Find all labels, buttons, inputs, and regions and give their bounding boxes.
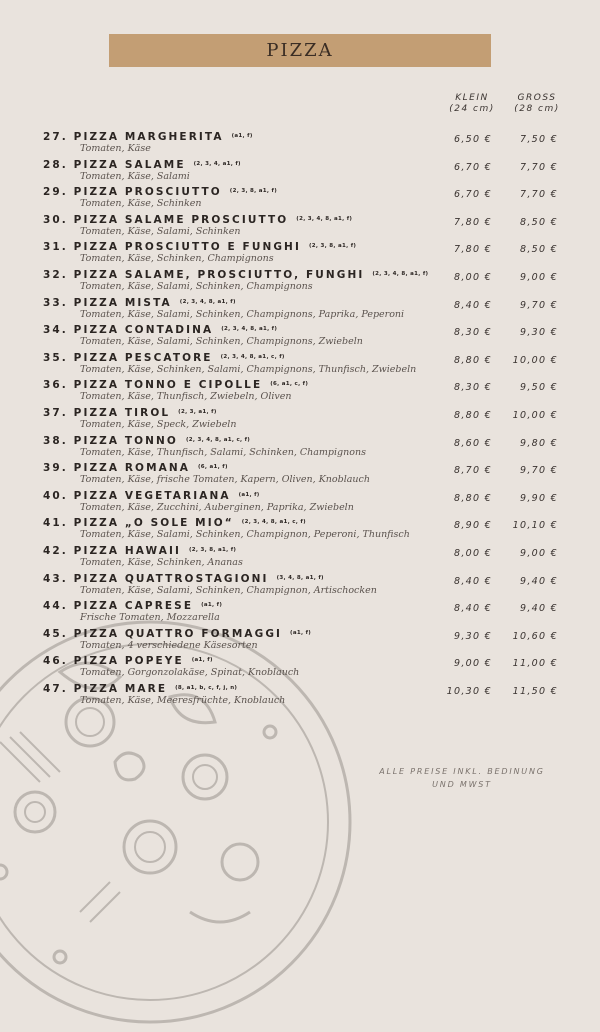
item-allergens: (a1, f) — [191, 657, 213, 664]
item-title: 37. PIZZA TIROL — [43, 407, 171, 419]
item-price-klein: 6,70 € — [453, 189, 492, 201]
item-allergens: (2, 3, 4, 8, a1, f) — [296, 215, 353, 222]
item-price-klein: 9,30 € — [453, 630, 492, 642]
menu-item — [0, 628, 600, 655]
item-description: Tomaten, Käse, Salami, Schinken, Champignons — [80, 281, 313, 292]
item-title: 46. PIZZA POPEYE — [43, 655, 184, 668]
menu-item — [0, 379, 600, 406]
item-description: Tomaten, Käse, Zucchini, Auberginen, Paprika, Zwiebeln — [80, 501, 354, 513]
item-name — [43, 379, 308, 391]
item-description: Tomaten, Käse, Salami, Schinken — [80, 225, 241, 237]
item-title: 40. PIZZA VEGETARIANA — [43, 489, 231, 502]
item-price-klein: 8,70 € — [453, 465, 492, 477]
item-price-gross: 9,90 € — [519, 492, 558, 504]
item-price-gross: 10,00 € — [512, 354, 558, 366]
item-allergens: (2, 3, a1, f) — [178, 409, 217, 415]
menu-item — [0, 573, 600, 600]
item-name — [43, 517, 306, 529]
menu-item — [0, 490, 600, 517]
section-title-banner — [109, 34, 491, 67]
item-name — [43, 186, 277, 198]
item-price-gross: 8,50 € — [519, 216, 558, 228]
item-price-gross: 11,00 € — [512, 658, 558, 670]
item-price-klein: 6,50 € — [453, 134, 492, 145]
item-price-gross: 8,50 € — [519, 244, 558, 256]
item-title: 35. PIZZA PESCATORE — [43, 351, 213, 364]
menu-item — [0, 600, 600, 627]
menu-item — [0, 159, 600, 186]
item-description: Tomaten, Käse, Thunfisch, Salami, Schinken, Champignons — [80, 446, 366, 458]
item-price-klein: 8,90 € — [453, 520, 492, 532]
item-allergens: (a1, f) — [201, 602, 223, 609]
menu-item — [0, 517, 600, 544]
item-price-klein: 7,80 € — [453, 216, 492, 228]
item-title: 41. PIZZA „O SOLE MIO“ — [43, 517, 234, 530]
item-description: Tomaten, Käse, Salami, Schinken, Champignons, Zwiebeln — [80, 336, 363, 348]
item-price-klein: 10,30 € — [446, 686, 492, 697]
menu-item — [0, 683, 600, 710]
item-name — [43, 352, 285, 364]
item-name — [43, 131, 253, 143]
item-allergens: (a1, f) — [238, 491, 260, 498]
item-description: Tomaten, Käse — [80, 143, 151, 154]
item-description: Tomaten, Käse, Salami — [80, 170, 190, 182]
item-title: 39. PIZZA ROMANA — [43, 462, 190, 475]
item-title: 45. PIZZA QUATTRO FORMAGGI — [43, 627, 283, 640]
item-allergens: (2, 3, 8, a1, f) — [308, 243, 357, 250]
item-allergens: (2, 3, 8, a1, f) — [188, 547, 237, 553]
column-header-klein — [442, 93, 502, 115]
item-price-gross: 9,70 € — [519, 299, 558, 311]
item-price-klein: 8,00 € — [453, 272, 492, 283]
item-price-klein: 7,80 € — [453, 244, 492, 256]
item-price-gross: 9,00 € — [519, 272, 558, 283]
price-footnote — [360, 765, 564, 791]
item-allergens: (2, 3, 4, a1, f) — [193, 160, 241, 167]
item-description: Tomaten, Käse, Salami, Schinken, Champignons, Paprika, Peperoni — [80, 308, 405, 320]
item-description: Tomaten, Gorgonzolakäse, Spinat, Knoblauch — [80, 667, 300, 679]
item-description: Tomaten, Käse, Speck, Zwiebeln — [80, 419, 237, 430]
item-name — [43, 159, 241, 171]
item-price-klein: 8,40 € — [453, 575, 492, 587]
menu-item — [0, 545, 600, 572]
footnote-line-1: ALLE PREISE INKL. BEDINUNG — [379, 767, 545, 776]
menu-item — [0, 435, 600, 462]
item-allergens: (6, a1, f) — [197, 464, 228, 471]
item-price-gross: 9,40 € — [519, 603, 558, 615]
item-allergens: (2, 3, 4, 8, a1, f) — [179, 298, 236, 305]
item-name — [43, 435, 250, 447]
item-price-gross: 10,60 € — [512, 630, 558, 642]
menu-item — [0, 462, 600, 489]
item-name — [43, 407, 217, 419]
item-allergens: (a1, f) — [231, 133, 253, 139]
menu-item — [0, 186, 600, 213]
menu-item — [0, 241, 600, 268]
item-title: 47. PIZZA MARE — [43, 683, 168, 695]
item-price-gross: 10,00 € — [512, 410, 558, 421]
item-name — [43, 655, 213, 667]
item-title: 42. PIZZA HAWAII — [43, 545, 181, 557]
item-allergens: (2, 3, 4, 8, a1, c, f) — [185, 436, 251, 443]
column-size-klein: (24 cm) — [449, 104, 495, 114]
item-description: Tomaten, Käse, frische Tomaten, Kapern, Oliven, Knoblauch — [80, 474, 370, 486]
section-title: PIZZA — [266, 40, 334, 61]
item-description: Tomaten, Käse, Salami, Schinken, Champignon, Peperoni, Thunfisch — [80, 529, 410, 541]
item-name — [43, 297, 236, 309]
item-title: 43. PIZZA QUATTROSTAGIONI — [43, 572, 269, 585]
menu-item — [0, 214, 600, 241]
item-name — [43, 269, 428, 281]
item-title: 31. PIZZA PROSCIUTTO E FUNGHI — [43, 241, 301, 254]
item-price-klein: 8,30 € — [453, 382, 492, 394]
item-title: 32. PIZZA SALAME, PROSCIUTTO, FUNGHI — [43, 269, 365, 281]
item-title: 27. PIZZA MARGHERITA — [43, 131, 224, 143]
column-header-gross — [507, 93, 567, 115]
item-description: Tomaten, Käse, Meeresfrüchte, Knoblauch — [80, 695, 286, 706]
item-price-gross: 9,00 € — [519, 548, 558, 559]
item-title: 30. PIZZA SALAME PROSCIUTTO — [43, 213, 289, 226]
item-description: Tomaten, Käse, Schinken, Ananas — [80, 557, 243, 568]
menu-item — [0, 297, 600, 324]
item-price-gross: 9,50 € — [519, 382, 558, 394]
item-price-klein: 8,40 € — [453, 299, 492, 311]
item-price-gross: 11,50 € — [512, 686, 558, 697]
item-price-gross: 7,50 € — [519, 134, 558, 145]
item-title: 44. PIZZA CAPRESE — [43, 600, 194, 613]
item-allergens: (2, 3, 4, 8, a1, f) — [372, 271, 429, 277]
menu-item — [0, 407, 600, 434]
item-price-gross: 10,10 € — [512, 520, 558, 532]
item-title: 28. PIZZA SALAME — [43, 158, 186, 171]
item-price-klein: 6,70 € — [453, 161, 492, 173]
menu-item — [0, 269, 600, 296]
item-title: 38. PIZZA TONNO — [43, 434, 178, 447]
item-price-klein: 8,00 € — [453, 548, 492, 559]
item-name — [43, 683, 237, 695]
item-price-gross: 7,70 € — [519, 189, 558, 201]
item-title: 36. PIZZA TONNO E CIPOLLE — [43, 379, 263, 392]
menu-item — [0, 352, 600, 379]
item-title: 33. PIZZA MISTA — [43, 296, 172, 309]
item-title: 29. PIZZA PROSCIUTTO — [43, 186, 222, 199]
item-description: Tomaten, Käse, Salami, Schinken, Champignon, Artischocken — [80, 584, 377, 596]
item-name — [43, 324, 277, 336]
item-price-klein: 8,80 € — [453, 354, 492, 366]
item-name — [43, 241, 356, 253]
item-allergens: (6, a1, c, f) — [270, 381, 309, 388]
item-name — [43, 600, 222, 612]
item-name — [43, 490, 260, 502]
item-description: Tomaten, Käse, Thunfisch, Zwiebeln, Oliven — [80, 391, 292, 403]
item-price-gross: 9,30 € — [519, 327, 558, 339]
item-price-klein: 9,00 € — [453, 658, 492, 670]
footnote-line-2: UND MWST — [432, 780, 492, 789]
item-allergens: (8, a1, b, c, f, j, n) — [175, 685, 238, 691]
item-price-gross: 7,70 € — [519, 161, 558, 173]
column-label-gross: GROSS — [517, 93, 557, 103]
item-description: Frische Tomaten, Mozzarella — [80, 612, 220, 624]
item-name — [43, 214, 352, 226]
item-allergens: (a1, f) — [290, 629, 312, 636]
menu-item — [0, 655, 600, 682]
item-allergens: (2, 3, 4, 8, a1, f) — [221, 326, 278, 333]
menu-item — [0, 131, 600, 158]
item-allergens: (3, 4, 8, a1, f) — [276, 574, 324, 581]
column-size-gross: (28 cm) — [514, 104, 560, 114]
item-name — [43, 628, 311, 640]
item-name — [43, 573, 324, 585]
item-description: Tomaten, 4 verschiedene Käsesorten — [80, 639, 258, 651]
column-label-klein: KLEIN — [455, 93, 489, 103]
item-price-klein: 8,30 € — [453, 327, 492, 339]
item-description: Tomaten, Käse, Schinken, Salami, Champignons, Thunfisch, Zwiebeln — [80, 363, 417, 375]
item-allergens: (2, 3, 8, a1, f) — [229, 188, 278, 195]
item-price-klein: 8,60 € — [453, 437, 492, 449]
item-price-gross: 9,70 € — [519, 465, 558, 477]
item-price-klein: 8,80 € — [453, 492, 492, 504]
item-title: 34. PIZZA CONTADINA — [43, 324, 214, 337]
item-price-gross: 9,80 € — [519, 437, 558, 449]
menu-item — [0, 324, 600, 351]
item-price-klein: 8,80 € — [453, 410, 492, 421]
item-price-gross: 9,40 € — [519, 575, 558, 587]
item-name — [43, 545, 236, 557]
item-description: Tomaten, Käse, Schinken, Champignons — [80, 253, 274, 265]
item-allergens: (2, 3, 4, 8, a1, c, f) — [220, 353, 285, 360]
item-allergens: (2, 3, 4, 8, a1, c, f) — [241, 519, 306, 526]
item-name — [43, 462, 228, 474]
item-description: Tomaten, Käse, Schinken — [80, 198, 202, 210]
item-price-klein: 8,40 € — [453, 603, 492, 615]
